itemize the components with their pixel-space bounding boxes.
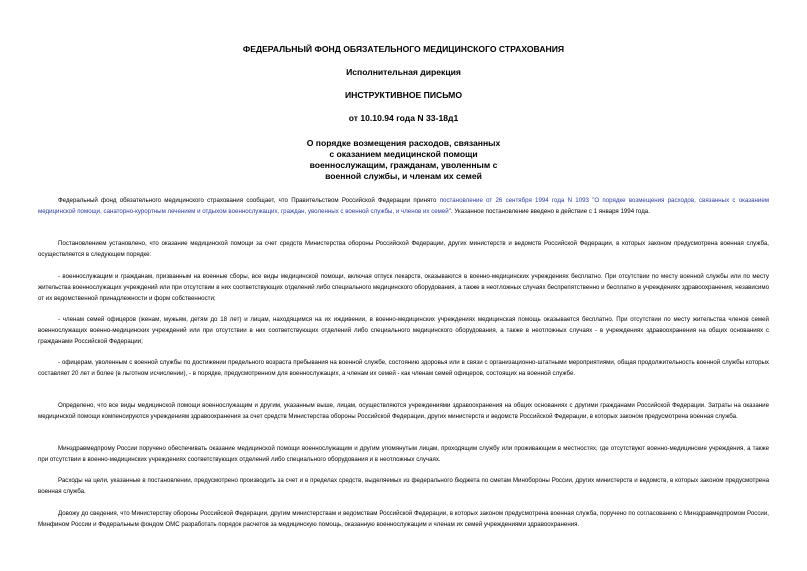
document-type-title: ИНСТРУКТИВНОЕ ПИСЬМО	[344, 90, 463, 100]
decree-link[interactable]: постановление от 26 сентября 1994 года N 1093 "О порядке возмещения расходов, связанных с оказанием медицинской помощи, санаторно-курортным лечением и отдыхом военнослужащих, граждан, уволенных с военной службы, и членов их семей"	[38, 197, 769, 216]
subject-line: О порядке возмещения расходов, связанных	[306, 138, 501, 148]
subject-line: с оказанием медицинской помощи	[329, 149, 478, 159]
paragraph-notice: Довожу до сведения, что Министерству обороны Российской Федерации, другим министерствам и ведомствам Российской Федерации, в которых законом предусмотрена военная служба, поручено по согласованию с Минздравмедпромом России, Минфином России и Федеральным фондом ОМС разработать порядок расчетов за медицинскую помощь, оказанную военнослужащим и членам их семей учреждениями здравоохранения.	[38, 510, 769, 529]
paragraph-retired-officers: - офицерам, уволенным с военной службы по достижении предельного возраста пребывания на военной службе, состоянию здоровья или в связи с организационно-штатными мероприятиями, общая продолжительность военной службы которых составляет 20 лет и более (в льготном исчислении), - в порядке, предусмотренном для военнослужащих, а членам их семей - как членам семей офицеров, состоящих на военной службе.	[38, 359, 769, 378]
paragraph-ministry-task: Минздравмедпрому России поручено обеспечивать оказание медицинской помощи военнослужащим и другим упомянутым лицам, проходящим службу или проживающим в местностях, где отсутствуют военно-медицинские учреждения, а также при отсутствии в военно-медицинских учреждениях соответствующих отделений либо специального оборудования и в неотложных случаях.	[38, 445, 769, 464]
paragraph-servicemen: - военнослужащим и гражданам, призванным на военные сборы, все виды медицинской помощи, включая отпуск лекарств, оказываются в военно-медицинских учреждениях бесплатно. При отсутствии по месту военной службы или по месту жительства военнослужащих учреждений или при отсутствии в них соответствующих отделений либо специального медицинского оборудования, а также в неотложных случаях беспрепятственно и бесплатно в учреждениях здравоохранения, независимо от их ведомственной принадлежности и форм собственности;	[38, 273, 769, 303]
directorate-title: Исполнительная дирекция	[346, 67, 461, 77]
paragraph-intro	[38, 195, 769, 217]
document-subject	[0, 138, 807, 182]
paragraph-procedure: Постановлением установлено, что оказание медицинской помощи за счет средств Министерства обороны Российской Федерации, других министерств и ведомств Российской Федерации, в которых законом предусмотрена военная служба, осуществляется в следующем порядке:	[38, 240, 769, 259]
organization-title: ФЕДЕРАЛЬНЫЙ ФОНД ОБЯЗАТЕЛЬНОГО МЕДИЦИНСКОГО СТРАХОВАНИЯ	[242, 44, 565, 54]
subject-line: военнослужащим, гражданам, уволенным с	[309, 160, 498, 170]
intro-text-end: . Указанное постановление введено в действие с 1 января 1994 года.	[450, 208, 650, 216]
paragraph-compensation: Определено, что все виды медицинской помощи военнослужащим и другим, указанным выше, лицам, осуществляются учреждениями здравоохранения на общих основаниях с другими гражданами Российской Федерации. Затраты на оказание медицинской помощи компенсируются учреждениям здравоохранения за счет средств Министерства обороны Российской Федерации, других министерств и ведомств Российской Федерации, в которых законом предусмотрена военная служба.	[38, 402, 769, 421]
paragraph-expenses: Расходы на цели, указанные в постановлении, предусмотрено производить за счет и в пределах средств, выделяемых из федерального бюджета по сметам Минобороны России, других министерств и ведомств, в которых законом предусмотрена военная служба.	[38, 477, 769, 496]
intro-text: Федеральный фонд обязательного медицинского страхования сообщает, что Правительством Российской Федерации принято	[58, 197, 440, 204]
document-number: от 10.10.94 года N 33-18д1	[348, 113, 459, 123]
subject-line: военной службы, и членам их семей	[325, 171, 482, 181]
paragraph-officer-families: - членам семей офицеров (женам, мужьям, детям до 18 лет) и лицам, находящимся на их иждивении, в военно-медицинских учреждениях медицинская помощь оказывается бесплатно. При отсутствии по месту жительства членов семей военнослужащих военно-медицинских учреждений или при отсутствии в них соответствующих отделений либо специального медицинского оборудования, а также в неотложных случаях - в учреждениях здравоохранения на общих основаниях с гражданами Российской Федерации;	[38, 316, 769, 346]
